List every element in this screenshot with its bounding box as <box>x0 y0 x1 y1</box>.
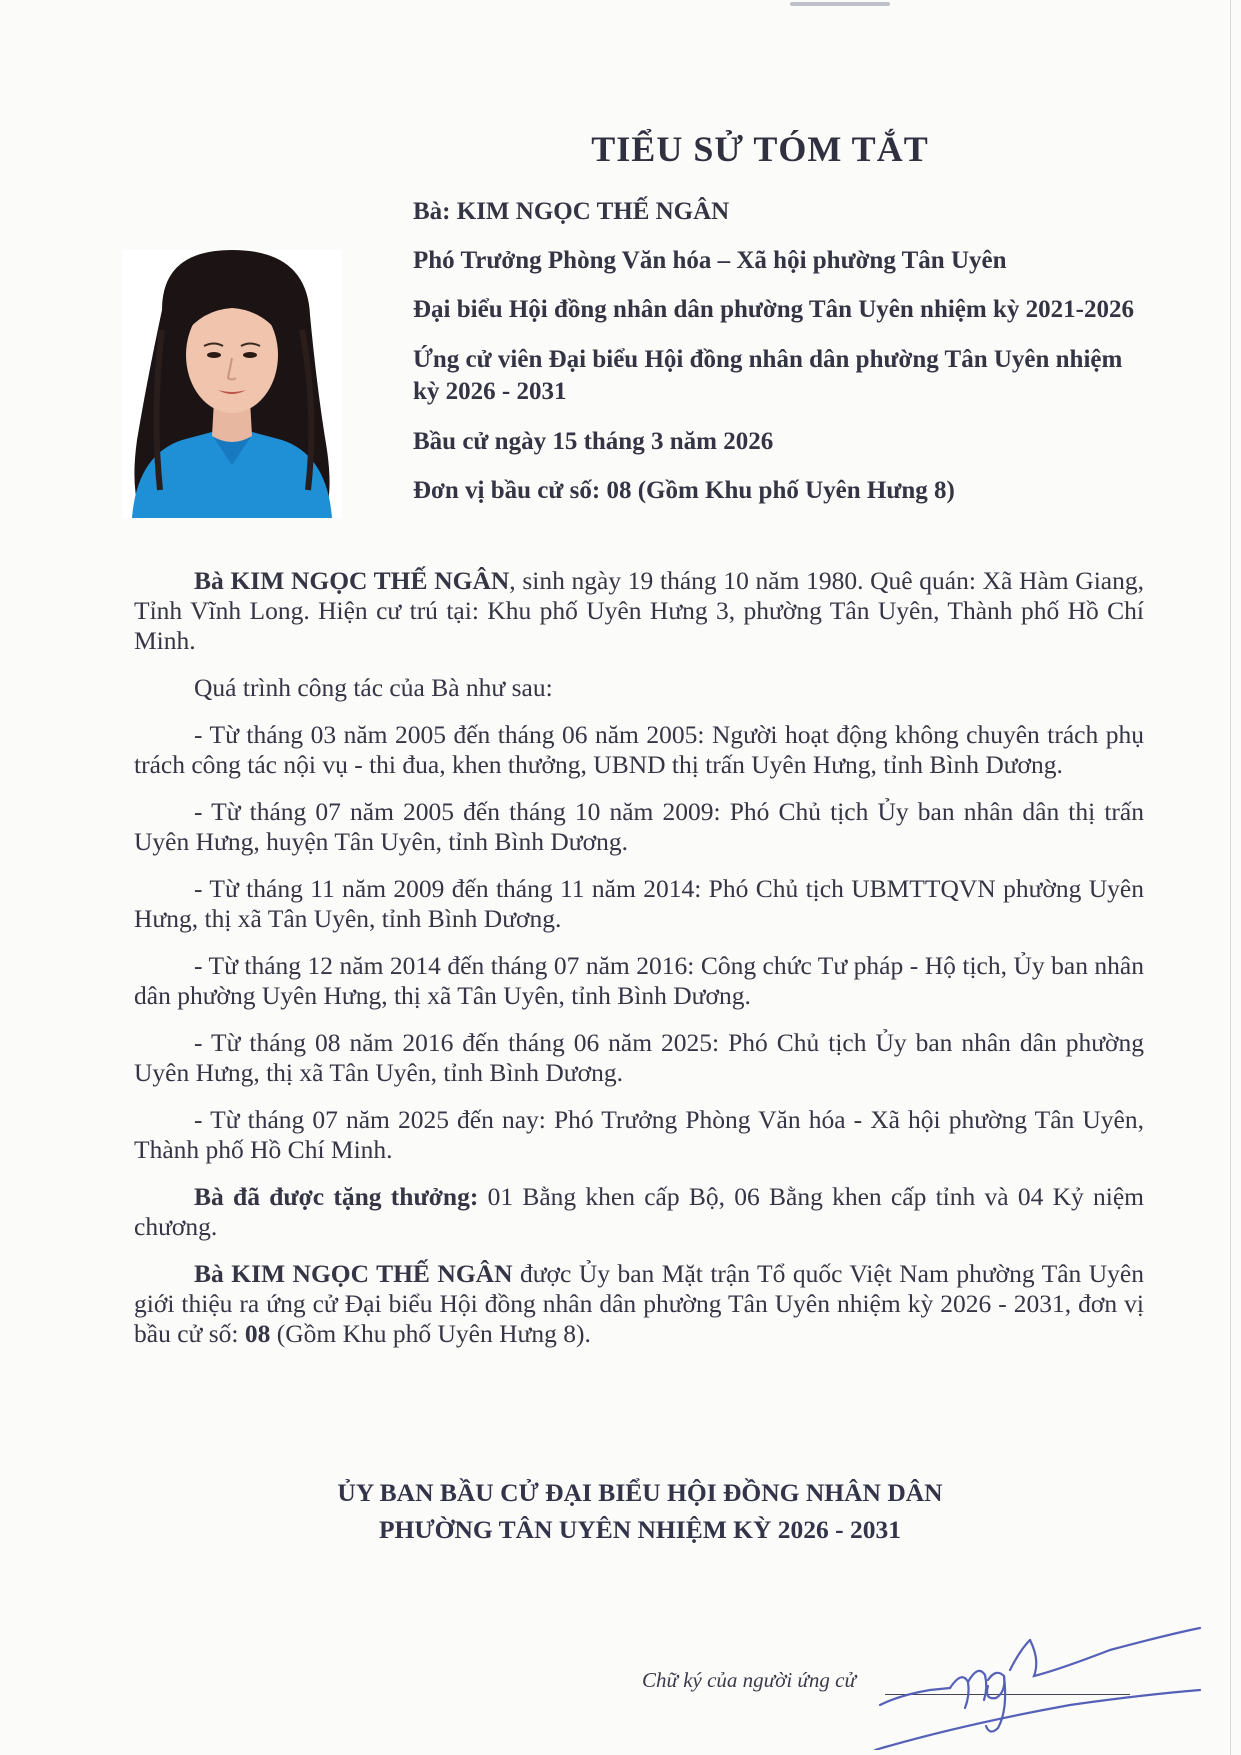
closing-name: Bà KIM NGỌC THẾ NGÂN <box>194 1259 513 1288</box>
signature-label: Chữ ký của người ứng cử <box>642 1668 856 1692</box>
bio-intro <box>134 566 1144 656</box>
election-date: Bầu cử ngày 15 tháng 3 năm 2026 <box>413 428 774 455</box>
career-heading: Quá trình công tác của Bà như sau: <box>194 673 553 702</box>
career-item: - Từ tháng 07 năm 2005 đến tháng 10 năm 2009: Phó Chủ tịch Ủy ban nhân dân thị trấn Uyên Hưng, huyện Tân Uyên, tỉnh Bình Dương. <box>134 797 1144 856</box>
committee-line-1: ỦY BAN BẦU CỬ ĐẠI BIỂU HỘI ĐỒNG NHÂN DÂN <box>337 1478 943 1507</box>
handwritten-signature <box>870 1600 1210 1750</box>
portrait-photo <box>122 250 342 518</box>
candidate-header <box>413 196 1148 524</box>
candidate-name-line: Bà: KIM NGỌC THẾ NGÂN <box>413 198 730 225</box>
awards-text: 01 Bằng khen cấp Bộ, 06 Bằng khen cấp tỉnh và 04 Kỷ niệm chương. <box>134 1182 1144 1241</box>
closing-text-end: (Gồm Khu phố Uyên Hưng 8). <box>270 1319 591 1348</box>
candidate-position: Phó Trưởng Phòng Văn hóa – Xã hội phường Tân Uyên <box>413 247 1007 274</box>
career-item: - Từ tháng 11 năm 2009 đến tháng 11 năm 2014: Phó Chủ tịch UBMTTQVN phường Uyên Hưng, thị xã Tân Uyên, tỉnh Bình Dương. <box>134 874 1144 933</box>
document-title: TIỂU SỬ TÓM TẮT <box>591 129 929 169</box>
election-unit: Đơn vị bầu cử số: 08 (Gồm Khu phố Uyên Hưng 8) <box>413 477 955 504</box>
page-edge <box>1230 0 1231 1755</box>
career-item: - Từ tháng 03 năm 2005 đến tháng 06 năm 2005: Người hoạt động không chuyên trách phụ trách công tác nội vụ - thi đua, khen thưởng, UBND thị trấn Uyên Hưng, tỉnh Bình Dương. <box>134 720 1144 779</box>
closing-statement <box>134 1259 1144 1349</box>
bio-intro-name: Bà KIM NGỌC THẾ NGÂN <box>194 566 510 595</box>
closing-unit-number: 08 <box>244 1319 271 1348</box>
candidate-nomination: Ứng cử viên Đại biểu Hội đồng nhân dân phường Tân Uyên nhiệm kỳ 2026 - 2031 <box>413 346 1123 405</box>
closing-text: được Ủy ban Mặt trận Tổ quốc Việt Nam phường Tân Uyên giới thiệu ra ứng cử Đại biểu Hội đồng nhân dân phường Tân Uyên nhiệm kỳ 2026 - 2031, đơn vị bầu cử số: <box>134 1259 1145 1348</box>
committee-line-2: PHƯỜNG TÂN UYÊN NHIỆM KỲ 2026 - 2031 <box>378 1515 902 1544</box>
career-item: - Từ tháng 07 năm 2025 đến nay: Phó Trưởng Phòng Văn hóa - Xã hội phường Tân Uyên, Thành phố Hồ Chí Minh. <box>134 1105 1144 1164</box>
scan-mark <box>790 2 890 6</box>
awards-label: Bà đã được tặng thưởng: <box>194 1182 479 1211</box>
career-item: - Từ tháng 08 năm 2016 đến tháng 06 năm 2025: Phó Chủ tịch Ủy ban nhân dân phường Uyên Hưng, thị xã Tân Uyên, tỉnh Bình Dương. <box>134 1028 1144 1087</box>
election-committee <box>280 1474 1000 1548</box>
bio-intro-text: , sinh ngày 19 tháng 10 năm 1980. Quê quán: Xã Hàm Giang, Tỉnh Vĩnh Long. Hiện cư trú tại: Khu phố Uyên Hưng 3, phường Tân Uyên, Thành phố Hồ Chí Minh. <box>134 566 1145 655</box>
candidate-delegate-term: Đại biểu Hội đồng nhân dân phường Tân Uyên nhiệm kỳ 2021-2026 <box>413 296 1134 323</box>
awards <box>134 1182 1144 1242</box>
career-item: - Từ tháng 12 năm 2014 đến tháng 07 năm 2016: Công chức Tư pháp - Hộ tịch, Ủy ban nhân dân phường Uyên Hưng, thị xã Tân Uyên, tỉnh Bình Dương. <box>134 951 1144 1010</box>
biography-body <box>134 566 1144 1366</box>
